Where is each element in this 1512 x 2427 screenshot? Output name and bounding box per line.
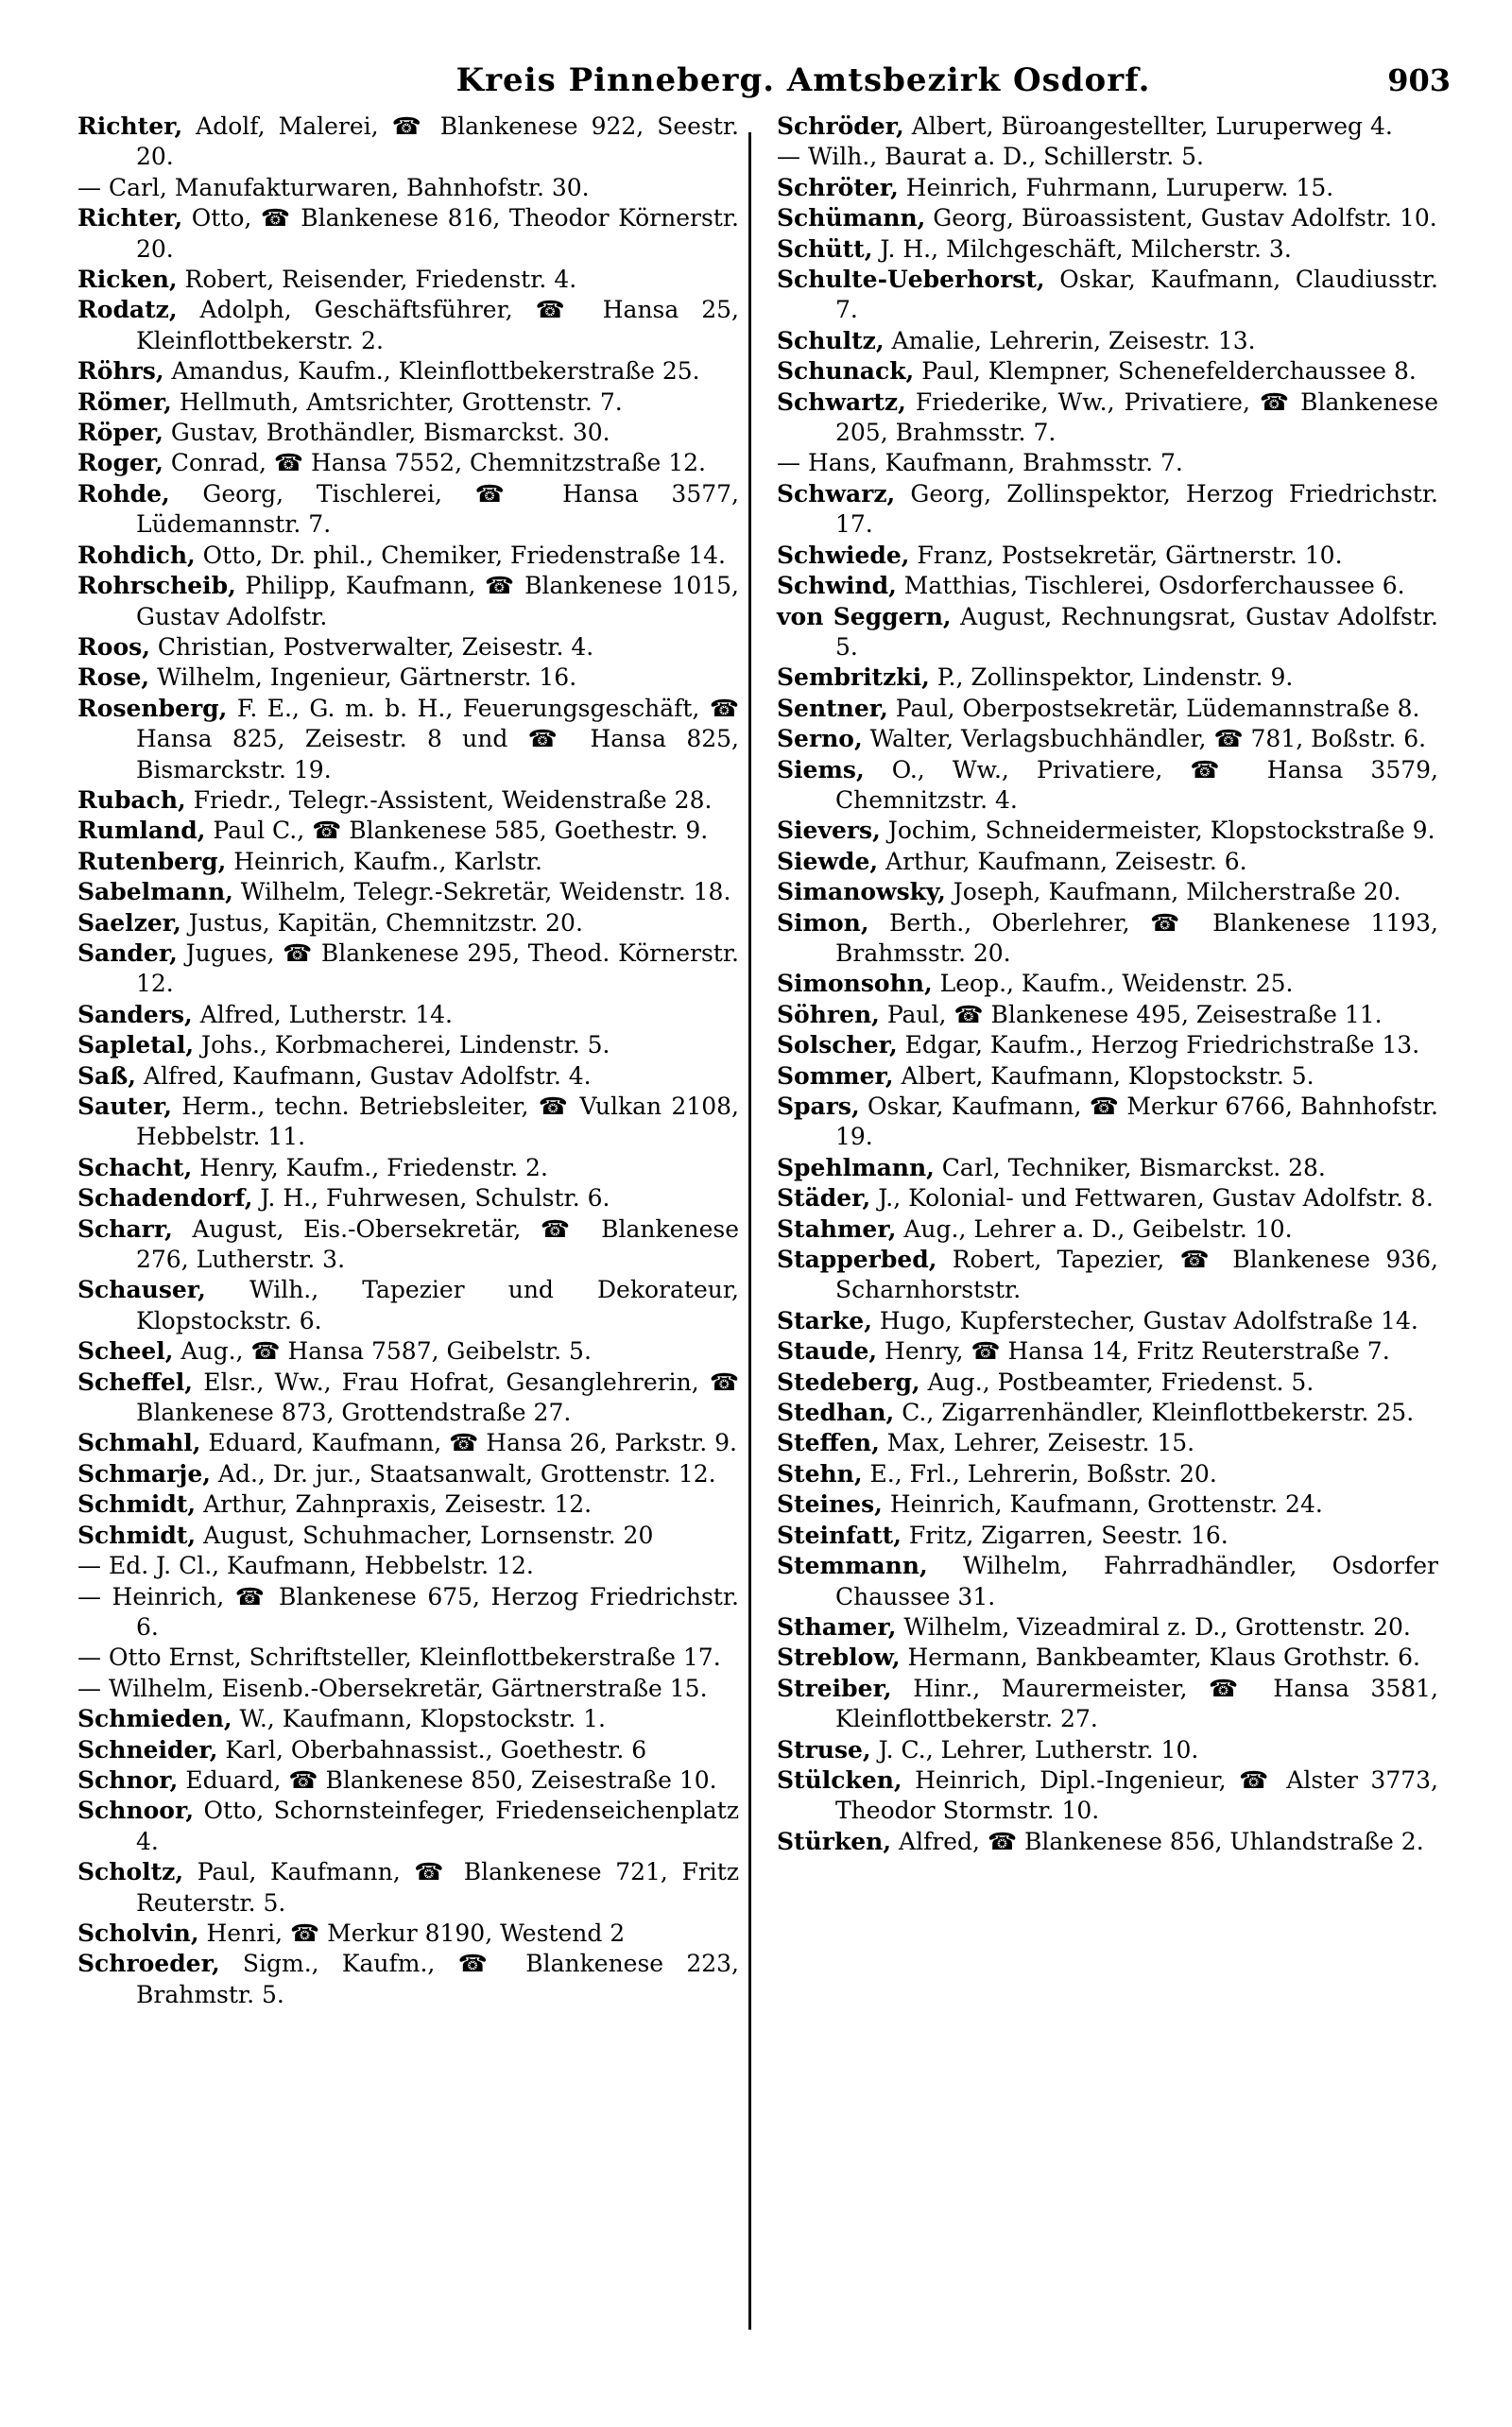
entry-name: Rohde, [77, 479, 170, 508]
entry-name: Schnor, [77, 1765, 179, 1794]
directory-entry [77, 1521, 739, 1551]
directory-entry [77, 1857, 739, 1919]
right-column [777, 112, 1438, 1857]
entry-name: Sander, [77, 938, 178, 967]
directory-entry [77, 663, 739, 693]
entry-name: Schulte-Ueberhorst, [777, 266, 1045, 294]
entry-name: Stahmer, [777, 1214, 897, 1243]
entry-details: August, Eis.-Obersekretär, ☎ Blankenese 276, Lutherstr. 3. [136, 1214, 739, 1274]
entry-details: Georg, Zollinspektor, Herzog Friedrichstr. 17. [835, 479, 1438, 539]
directory-entry [77, 1214, 739, 1276]
directory-entry [77, 1000, 739, 1030]
directory-entry [77, 1643, 739, 1673]
entry-name: Saß, [77, 1061, 136, 1090]
entry-details: Albert, Kaufmann, Klopstockstr. 5. [893, 1061, 1314, 1090]
directory-entry [777, 755, 1438, 817]
entry-details: Franz, Postsekretär, Gärtnerstr. 10. [909, 541, 1343, 569]
directory-entry [77, 173, 739, 203]
entry-details: Oskar, Kaufmann, ☎ Merkur 6766, Bahnhofstr. 19. [835, 1093, 1438, 1151]
entry-name: Scheffel, [77, 1368, 193, 1396]
directory-entry [777, 1245, 1438, 1306]
directory-entry [777, 1765, 1438, 1827]
directory-entry [77, 938, 739, 1000]
directory-entry [77, 203, 739, 265]
entry-details: J., Kolonial- und Fettwaren, Gustav Adolfstr. 8. [870, 1184, 1434, 1213]
entry-name: Streiber, [777, 1674, 892, 1702]
entry-name: Roger, [77, 449, 163, 477]
entry-details: J. H., Fuhrwesen, Schulstr. 6. [252, 1184, 610, 1213]
entry-name: Rubach, [77, 785, 186, 814]
entry-details: Oskar, Kaufmann, Claudiusstr. 7. [835, 266, 1438, 324]
entry-name: Rosenberg, [77, 694, 228, 722]
entry-name: Schnoor, [77, 1797, 195, 1825]
entry-name: Scholvin, [77, 1919, 199, 1947]
entry-name: Schneider, [77, 1735, 218, 1764]
entry-details: Max, Lehrer, Zeisestr. 15. [879, 1429, 1195, 1457]
directory-entry [77, 571, 739, 632]
entry-name: Rumland, [77, 817, 206, 845]
entry-details: Robert, Reisender, Friedenstr. 4. [177, 266, 577, 294]
entry-details: Leop., Kaufm., Weidenstr. 25. [932, 970, 1294, 998]
directory-entry [777, 1061, 1438, 1092]
entry-details: Walter, Verlagsbuchhändler, ☎ 781, Boßstr. 6. [862, 725, 1427, 753]
directory-entry [777, 877, 1438, 907]
entry-details: Hinr., Maurermeister, ☎ Hansa 3581, Kleinflottbekerstr. 27. [835, 1674, 1438, 1733]
entry-name: Rose, [77, 663, 150, 692]
entry-name: Sommer, [777, 1061, 894, 1090]
directory-entry [777, 1674, 1438, 1735]
entry-details: Robert, Tapezier, ☎ Blankenese 936, Scharnhorststr. [835, 1246, 1438, 1304]
entry-name: Simonsohn, [777, 970, 933, 998]
directory-entry [77, 1919, 739, 1949]
entry-details: Fritz, Zigarren, Seestr. 16. [901, 1521, 1228, 1549]
entry-details: Conrad, ☎ Hansa 7552, Chemnitzstraße 12. [163, 449, 706, 477]
directory-entry [777, 1092, 1438, 1153]
directory-entry [77, 1949, 739, 2010]
directory-entry [77, 816, 739, 846]
entry-details: Johs., Korbmacherei, Lindenstr. 5. [194, 1031, 610, 1059]
entry-details: Hellmuth, Amtsrichter, Grottenstr. 7. [171, 387, 623, 416]
directory-entry [77, 785, 739, 816]
entry-name: Spars, [777, 1093, 860, 1120]
directory-entry [777, 142, 1438, 172]
entry-details: E., Frl., Lehrerin, Boßstr. 20. [862, 1459, 1217, 1488]
entry-details: Alfred, Kaufmann, Gustav Adolfstr. 4. [135, 1061, 592, 1090]
left-column [77, 112, 739, 2010]
directory-entry [77, 418, 739, 448]
directory-entry [777, 326, 1438, 356]
entry-name: Steines, [777, 1490, 883, 1519]
entry-details: C., Zigarrenhändler, Kleinflottbekerstr. 25. [894, 1399, 1415, 1427]
entry-name: Sembritzki, [777, 663, 930, 692]
entry-name: Schmieden, [77, 1705, 232, 1733]
directory-entry [777, 663, 1438, 693]
directory-entry [777, 1183, 1438, 1214]
directory-entry [777, 1214, 1438, 1245]
entry-name: Rodatz, [77, 296, 178, 324]
entry-details: Hugo, Kupferstecher, Gustav Adolfstraße 14. [871, 1306, 1418, 1334]
entry-name: Scholtz, [77, 1858, 184, 1886]
entry-name: Schröter, [777, 173, 899, 201]
entry-name: Schütt, [777, 234, 873, 263]
entry-details: O., Ww., Privatiere, ☎ Hansa 3579, Chemnitzstr. 4. [835, 755, 1438, 814]
entry-details: Henry, Kaufm., Friedenstr. 2. [192, 1153, 548, 1181]
entry-name: Schmidt, [77, 1490, 197, 1519]
entry-details: Georg, Tischlerei, ☎ Hansa 3577, Lüdemannstr. 7. [136, 479, 739, 539]
entry-name: Röper, [77, 419, 163, 447]
entry-details: Wilhelm, Vizeadmiral z. D., Grottenstr. 20. [896, 1612, 1411, 1641]
entry-name: Ricken, [77, 266, 178, 294]
directory-entry [77, 1582, 739, 1644]
entry-details: Joseph, Kaufmann, Milcherstraße 20. [945, 878, 1401, 906]
entry-details: Sigm., Kaufm., ☎ Blankenese 223, Brahmstr. 5. [136, 1950, 739, 2008]
entry-name: Städer, [777, 1184, 871, 1213]
entry-name: Steffen, [777, 1429, 880, 1457]
entry-name: Schwarz, [777, 479, 896, 508]
entry-name: Stapperbed, [777, 1246, 937, 1274]
entry-name: Sanders, [77, 1000, 193, 1028]
entry-name: Schwind, [777, 572, 897, 600]
entry-name: Schunack, [777, 357, 915, 386]
entry-name: Schümann, [777, 204, 926, 232]
entry-details: — Wilh., Baurat a. D., Schillerstr. 5. [777, 143, 1204, 171]
entry-details: Heinrich, Fuhrmann, Luruperw. 15. [898, 173, 1334, 201]
directory-entry [77, 877, 739, 907]
directory-entry [777, 1428, 1438, 1458]
entry-details: F. E., G. m. b. H., Feuerungsgeschäft, ☎ Hansa 825, Zeisestr. 8 und ☎ Hansa 825, Bismarckstr. 19. [136, 694, 739, 783]
directory-entry [77, 1183, 739, 1214]
entry-details: Karl, Oberbahnassist., Goethestr. 6 [217, 1735, 647, 1764]
directory-entry [77, 448, 739, 478]
directory-entry [777, 1153, 1438, 1183]
entry-name: Schultz, [777, 326, 885, 354]
entry-details: August, Rechnungsrat, Gustav Adolfstr. 5. [835, 602, 1438, 661]
entry-details: Carl, Techniker, Bismarckst. 28. [934, 1153, 1326, 1181]
entry-name: Schmahl, [77, 1429, 201, 1457]
entry-details: P., Zollinspektor, Lindenstr. 9. [929, 663, 1294, 692]
entry-details: W., Kaufmann, Klopstockstr. 1. [232, 1705, 606, 1733]
entry-details: — Heinrich, ☎ Blankenese 675, Herzog Friedrichstr. 6. [77, 1582, 739, 1641]
entry-details: — Ed. J. Cl., Kaufmann, Hebbelstr. 12. [77, 1552, 534, 1580]
entry-details: — Carl, Manufakturwaren, Bahnhofstr. 30. [77, 173, 590, 201]
directory-entry [777, 173, 1438, 203]
entry-name: Sapletal, [77, 1031, 195, 1059]
entry-details: Paul C., ☎ Blankenese 585, Goethestr. 9. [205, 817, 709, 845]
directory-entry [77, 265, 739, 295]
entry-details: Friedr., Telegr.-Assistent, Weidenstraße 28. [185, 785, 713, 814]
directory-entry [777, 1459, 1438, 1489]
entry-details: Gustav, Brothändler, Bismarckst. 30. [163, 419, 610, 447]
entry-name: Stehn, [777, 1459, 863, 1488]
entry-name: Sabelmann, [77, 878, 233, 906]
entry-details: Wilhelm, Telegr.-Sekretär, Weidenstr. 18. [232, 878, 731, 906]
entry-details: Wilh., Tapezier und Dekorateur, Klopstockstr. 6. [136, 1276, 739, 1334]
entry-name: Starke, [777, 1306, 872, 1334]
entry-details: Matthias, Tischlerei, Osdorferchaussee 6. [896, 572, 1405, 600]
directory-entry [777, 571, 1438, 601]
directory-entry [777, 1827, 1438, 1857]
directory-entry [77, 694, 739, 785]
entry-name: Struse, [777, 1735, 871, 1764]
entry-details: Paul, ☎ Blankenese 495, Zeisestraße 11. [879, 1000, 1383, 1028]
entry-name: Roos, [77, 632, 150, 661]
entry-name: Rohdich, [77, 541, 196, 569]
entry-details: Philipp, Kaufmann, ☎ Blankenese 1015, Gustav Adolfstr. [136, 572, 739, 630]
entry-details: Arthur, Zahnpraxis, Zeisestr. 12. [196, 1490, 593, 1519]
entry-details: J. C., Lehrer, Lutherstr. 10. [870, 1735, 1199, 1764]
running-head [76, 52, 1451, 109]
entry-name: Stülcken, [777, 1765, 902, 1794]
entry-name: Simanowsky, [777, 878, 946, 906]
entry-details: Christian, Postverwalter, Zeisestr. 4. [149, 632, 594, 661]
directory-entry [77, 479, 739, 541]
directory-entry [777, 203, 1438, 233]
directory-entry [777, 1521, 1438, 1551]
directory-entry [777, 479, 1438, 541]
entry-name: Stürken, [777, 1827, 892, 1855]
entry-name: Sthamer, [777, 1612, 897, 1641]
entry-name: Stemmann, [777, 1552, 928, 1580]
entry-name: Schmarje, [77, 1459, 211, 1488]
entry-name: Siewde, [777, 847, 879, 875]
entry-details: — Otto Ernst, Schriftsteller, Kleinflottbekerstraße 17. [77, 1644, 721, 1672]
entry-name: Söhren, [777, 1000, 880, 1028]
directory-entry [77, 632, 739, 663]
directory-entry [77, 1368, 739, 1429]
directory-entry [77, 1336, 739, 1367]
entry-details: Herm., techn. Betriebsleiter, ☎ Vulkan 2108, Hebbelstr. 11. [136, 1093, 739, 1151]
directory-entry [77, 1765, 739, 1796]
entry-details: Albert, Büroangestellter, Luruperweg 4. [903, 112, 1393, 140]
directory-entry [77, 1153, 739, 1183]
entry-name: Richter, [77, 112, 183, 140]
entry-details: Adolph, Geschäftsführer, ☎ Hansa 25, Kleinflottbekerstr. 2. [136, 296, 739, 354]
entry-details: Alfred, ☎ Blankenese 856, Uhlandstraße 2. [891, 1827, 1424, 1855]
entry-details: Alfred, Lutherstr. 14. [192, 1000, 453, 1028]
directory-entry [777, 265, 1438, 326]
page-number: 903 [1387, 62, 1451, 98]
entry-details: Aug., ☎ Hansa 7587, Geibelstr. 5. [173, 1337, 592, 1366]
directory-entry [777, 448, 1438, 478]
directory-entry [777, 1030, 1438, 1060]
directory-entry [777, 1735, 1438, 1765]
entry-name: Rohrscheib, [77, 572, 236, 600]
directory-entry [777, 1643, 1438, 1673]
directory-entry [777, 1306, 1438, 1336]
entry-name: Schröder, [777, 112, 904, 140]
column-divider [748, 132, 751, 2330]
entry-details: J. H., Milchgeschäft, Milcherstr. 3. [872, 234, 1292, 263]
directory-entry [777, 816, 1438, 846]
entry-name: Rutenberg, [77, 847, 227, 875]
page-title: Kreis Pinneberg. Amtsbezirk Osdorf. [455, 61, 1151, 99]
directory-entry [77, 1275, 739, 1336]
entry-name: Sievers, [777, 817, 881, 845]
entry-name: von Seggern, [777, 602, 952, 630]
entry-name: Steinfatt, [777, 1521, 902, 1549]
entry-details: Paul, Kaufmann, ☎ Blankenese 721, Fritz Reuterstr. 5. [136, 1858, 739, 1917]
directory-entry [77, 1551, 739, 1581]
directory-entry [777, 112, 1438, 142]
entry-details: Paul, Klempner, Schenefelderchaussee 8. [914, 357, 1417, 386]
entry-name: Spehlmann, [777, 1153, 935, 1181]
entry-details: Eduard, Kaufmann, ☎ Hansa 26, Parkstr. 9. [200, 1429, 737, 1457]
entry-details: Georg, Büroassistent, Gustav Adolfstr. 10. [925, 204, 1437, 232]
entry-name: Siems, [777, 755, 865, 783]
entry-name: Scheel, [77, 1337, 174, 1366]
entry-name: Schroeder, [77, 1950, 220, 1978]
directory-entry [77, 387, 739, 418]
entry-name: Schwartz, [777, 387, 906, 416]
entry-details: Elsr., Ww., Frau Hofrat, Gesanglehrerin, ☎ Blankenese 873, Grottendstraße 27. [136, 1368, 739, 1427]
entry-details: Amalie, Lehrerin, Zeisestr. 13. [884, 326, 1256, 354]
entry-details: Jugues, ☎ Blankenese 295, Theod. Körnerstr. 12. [136, 938, 739, 998]
entry-details: Jochim, Schneidermeister, Klopstockstraße 9. [880, 817, 1435, 845]
entry-details: Arthur, Kaufmann, Zeisestr. 6. [878, 847, 1247, 875]
entry-details: Ad., Dr. jur., Staatsanwalt, Grottenstr. 12. [210, 1459, 716, 1488]
directory-entry [777, 234, 1438, 265]
entry-details: — Wilhelm, Eisenb.-Obersekretär, Gärtnerstraße 15. [77, 1674, 708, 1702]
entry-name: Simon, [777, 908, 869, 937]
entry-name: Schadendorf, [77, 1184, 253, 1213]
entry-details: Hermann, Bankbeamter, Klaus Grothstr. 6. [900, 1644, 1421, 1672]
entry-details: Berth., Oberlehrer, ☎ Blankenese 1193, Brahmsstr. 20. [835, 908, 1438, 967]
directory-entry [777, 356, 1438, 387]
directory-entry [77, 1092, 739, 1153]
entry-name: Schmidt, [77, 1521, 197, 1549]
entry-name: Schwiede, [777, 541, 910, 569]
entry-name: Sentner, [777, 694, 888, 722]
directory-entry [777, 908, 1438, 970]
directory-entry [777, 694, 1438, 724]
directory-entry [77, 1030, 739, 1060]
directory-entry [77, 1796, 739, 1857]
entry-name: Römer, [77, 387, 172, 416]
directory-entry [77, 1674, 739, 1704]
entry-details: Adolf, Malerei, ☎ Blankenese 922, Seestr. 20. [136, 112, 739, 171]
entry-name: Stedhan, [777, 1399, 895, 1427]
entry-name: Solscher, [777, 1031, 898, 1059]
directory-entry [777, 387, 1438, 449]
entry-name: Stedeberg, [777, 1368, 920, 1396]
entry-details: Aug., Lehrer a. D., Geibelstr. 10. [896, 1214, 1293, 1243]
directory-entry [77, 295, 739, 356]
directory-entry [777, 969, 1438, 999]
entry-details: Otto, Schornsteinfeger, Friedenseichenplatz 4. [136, 1797, 739, 1855]
entry-name: Schauser, [77, 1276, 206, 1304]
entry-name: Staude, [777, 1337, 878, 1366]
entry-details: Henry, ☎ Hansa 14, Fritz Reuterstraße 7. [877, 1337, 1390, 1366]
entry-name: Sauter, [77, 1093, 172, 1120]
directory-entry [77, 1489, 739, 1520]
entry-details: Paul, Oberpostsekretär, Lüdemannstraße 8. [887, 694, 1420, 722]
directory-entry [77, 541, 739, 571]
entry-details: Aug., Postbeamter, Friedenst. 5. [919, 1368, 1314, 1396]
directory-entry [777, 1000, 1438, 1030]
entry-name: Röhrs, [77, 357, 164, 386]
directory-entry [77, 356, 739, 387]
directory-entry [777, 1551, 1438, 1612]
entry-name: Scharr, [77, 1214, 173, 1243]
entry-details: Justus, Kapitän, Chemnitzstr. 20. [180, 908, 583, 937]
entry-name: Streblow, [777, 1644, 901, 1672]
entry-details: Otto, Dr. phil., Chemiker, Friedenstraße 14. [195, 541, 726, 569]
entry-details: Otto, ☎ Blankenese 816, Theodor Körnerstr. 20. [136, 204, 739, 263]
directory-entry [777, 1336, 1438, 1367]
directory-entry [777, 1489, 1438, 1520]
entry-details: Heinrich, Kaufm., Karlstr. [226, 847, 542, 875]
directory-entry [777, 1398, 1438, 1428]
entry-details: Wilhelm, Ingenieur, Gärtnerstr. 16. [149, 663, 577, 692]
directory-entry [777, 1368, 1438, 1398]
entry-details: Friederike, Ww., Privatiere, ☎ Blankenese 205, Brahmsstr. 7. [835, 387, 1438, 447]
directory-entry [77, 847, 739, 877]
entry-details: — Hans, Kaufmann, Brahmsstr. 7. [777, 449, 1183, 477]
entry-name: Saelzer, [77, 908, 181, 937]
directory-entry [77, 112, 739, 173]
entry-name: Richter, [77, 204, 183, 232]
directory-entry [77, 1428, 739, 1458]
entry-details: Heinrich, Kaufmann, Grottenstr. 24. [882, 1490, 1323, 1519]
entry-details: Eduard, ☎ Blankenese 850, Zeisestraße 10. [178, 1765, 717, 1794]
entry-details: Amandus, Kaufm., Kleinflottbekerstraße 25. [163, 357, 700, 386]
directory-entry [777, 602, 1438, 663]
entry-details: Heinrich, Dipl.-Ingenieur, ☎ Alster 3773, Theodor Stormstr. 10. [835, 1765, 1438, 1825]
directory-entry [77, 1459, 739, 1489]
directory-entry [77, 1735, 739, 1765]
directory-entry [777, 724, 1438, 754]
entry-details: August, Schuhmacher, Lornsenstr. 20 [196, 1521, 654, 1549]
entry-details: Wilhelm, Fahrradhändler, Osdorfer Chaussee 31. [835, 1552, 1438, 1610]
entry-details: Edgar, Kaufm., Herzog Friedrichstraße 13. [897, 1031, 1420, 1059]
entry-name: Schacht, [77, 1153, 193, 1181]
entry-name: Serno, [777, 725, 863, 753]
directory-entry [77, 908, 739, 938]
entry-details: Henri, ☎ Merkur 8190, Westend 2 [198, 1919, 626, 1947]
directory-entry [777, 1612, 1438, 1643]
directory-entry [777, 541, 1438, 571]
directory-entry [777, 847, 1438, 877]
directory-entry [77, 1061, 739, 1092]
directory-entry [77, 1704, 739, 1734]
